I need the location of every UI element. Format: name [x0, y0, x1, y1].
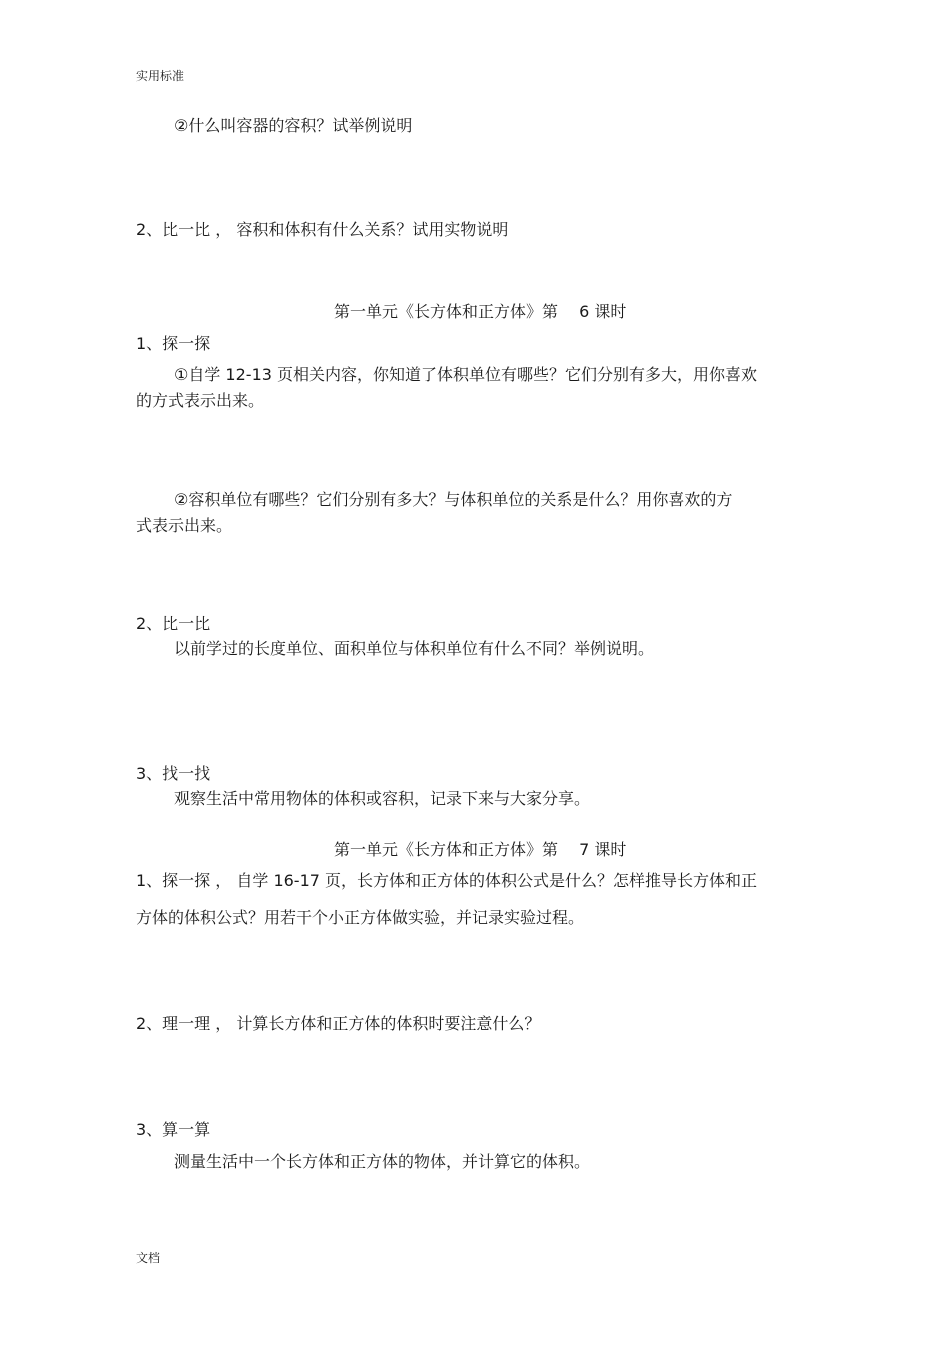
lesson6-item1-question1-line2: 的方式表示出来。 — [136, 391, 265, 410]
lesson6-item3-text: 观察生活中常用物体的体积或容积，记录下来与大家分享。 — [174, 789, 591, 808]
lesson6-title: 第一单元《长方体和正方体》第 6 课时 — [334, 302, 627, 321]
lesson7-item2-text: 2、理一理 ， 计算长方体和正方体的体积时要注意什么？ — [136, 1014, 541, 1033]
lesson7-item1-line1: 1、探一探 ， 自学 16-17 页，长方体和正方体的体积公式是什么？怎样推导长方体和正 — [136, 871, 758, 890]
block1-question-2: ②什么叫容器的容积？试举例说明 — [174, 116, 413, 135]
lesson7-title: 第一单元《长方体和正方体》第 7 课时 — [334, 840, 627, 859]
lesson6-item1-heading: 1、探一探 — [136, 334, 211, 353]
lesson6-item3-heading: 3、找一找 — [136, 764, 211, 783]
lesson6-item1-question1-line1: ①自学 12-13 页相关内容，你知道了体积单位有哪些？它们分别有多大，用你喜欢 — [174, 365, 758, 384]
lesson7-item1-line2: 方体的体积公式？用若干个小正方体做实验，并记录实验过程。 — [136, 908, 585, 927]
lesson6-item2-text: 以前学过的长度单位、面积单位与体积单位有什么不同？举例说明。 — [174, 639, 655, 658]
page-header: 实用标准 — [136, 69, 185, 83]
page-footer: 文档 — [136, 1251, 161, 1265]
lesson6-item1-question2-line1: ②容积单位有哪些？它们分别有多大？与体积单位的关系是什么？用你喜欢的方 — [174, 490, 733, 509]
lesson7-item3-heading: 3、算一算 — [136, 1120, 211, 1139]
lesson6-item2-heading: 2、比一比 — [136, 614, 211, 633]
block1-item-2: 2、比一比 ， 容积和体积有什么关系？试用实物说明 — [136, 220, 509, 239]
lesson6-item1-question2-line2: 式表示出来。 — [136, 516, 233, 535]
lesson7-item3-text: 测量生活中一个长方体和正方体的物体，并计算它的体积。 — [174, 1152, 591, 1171]
